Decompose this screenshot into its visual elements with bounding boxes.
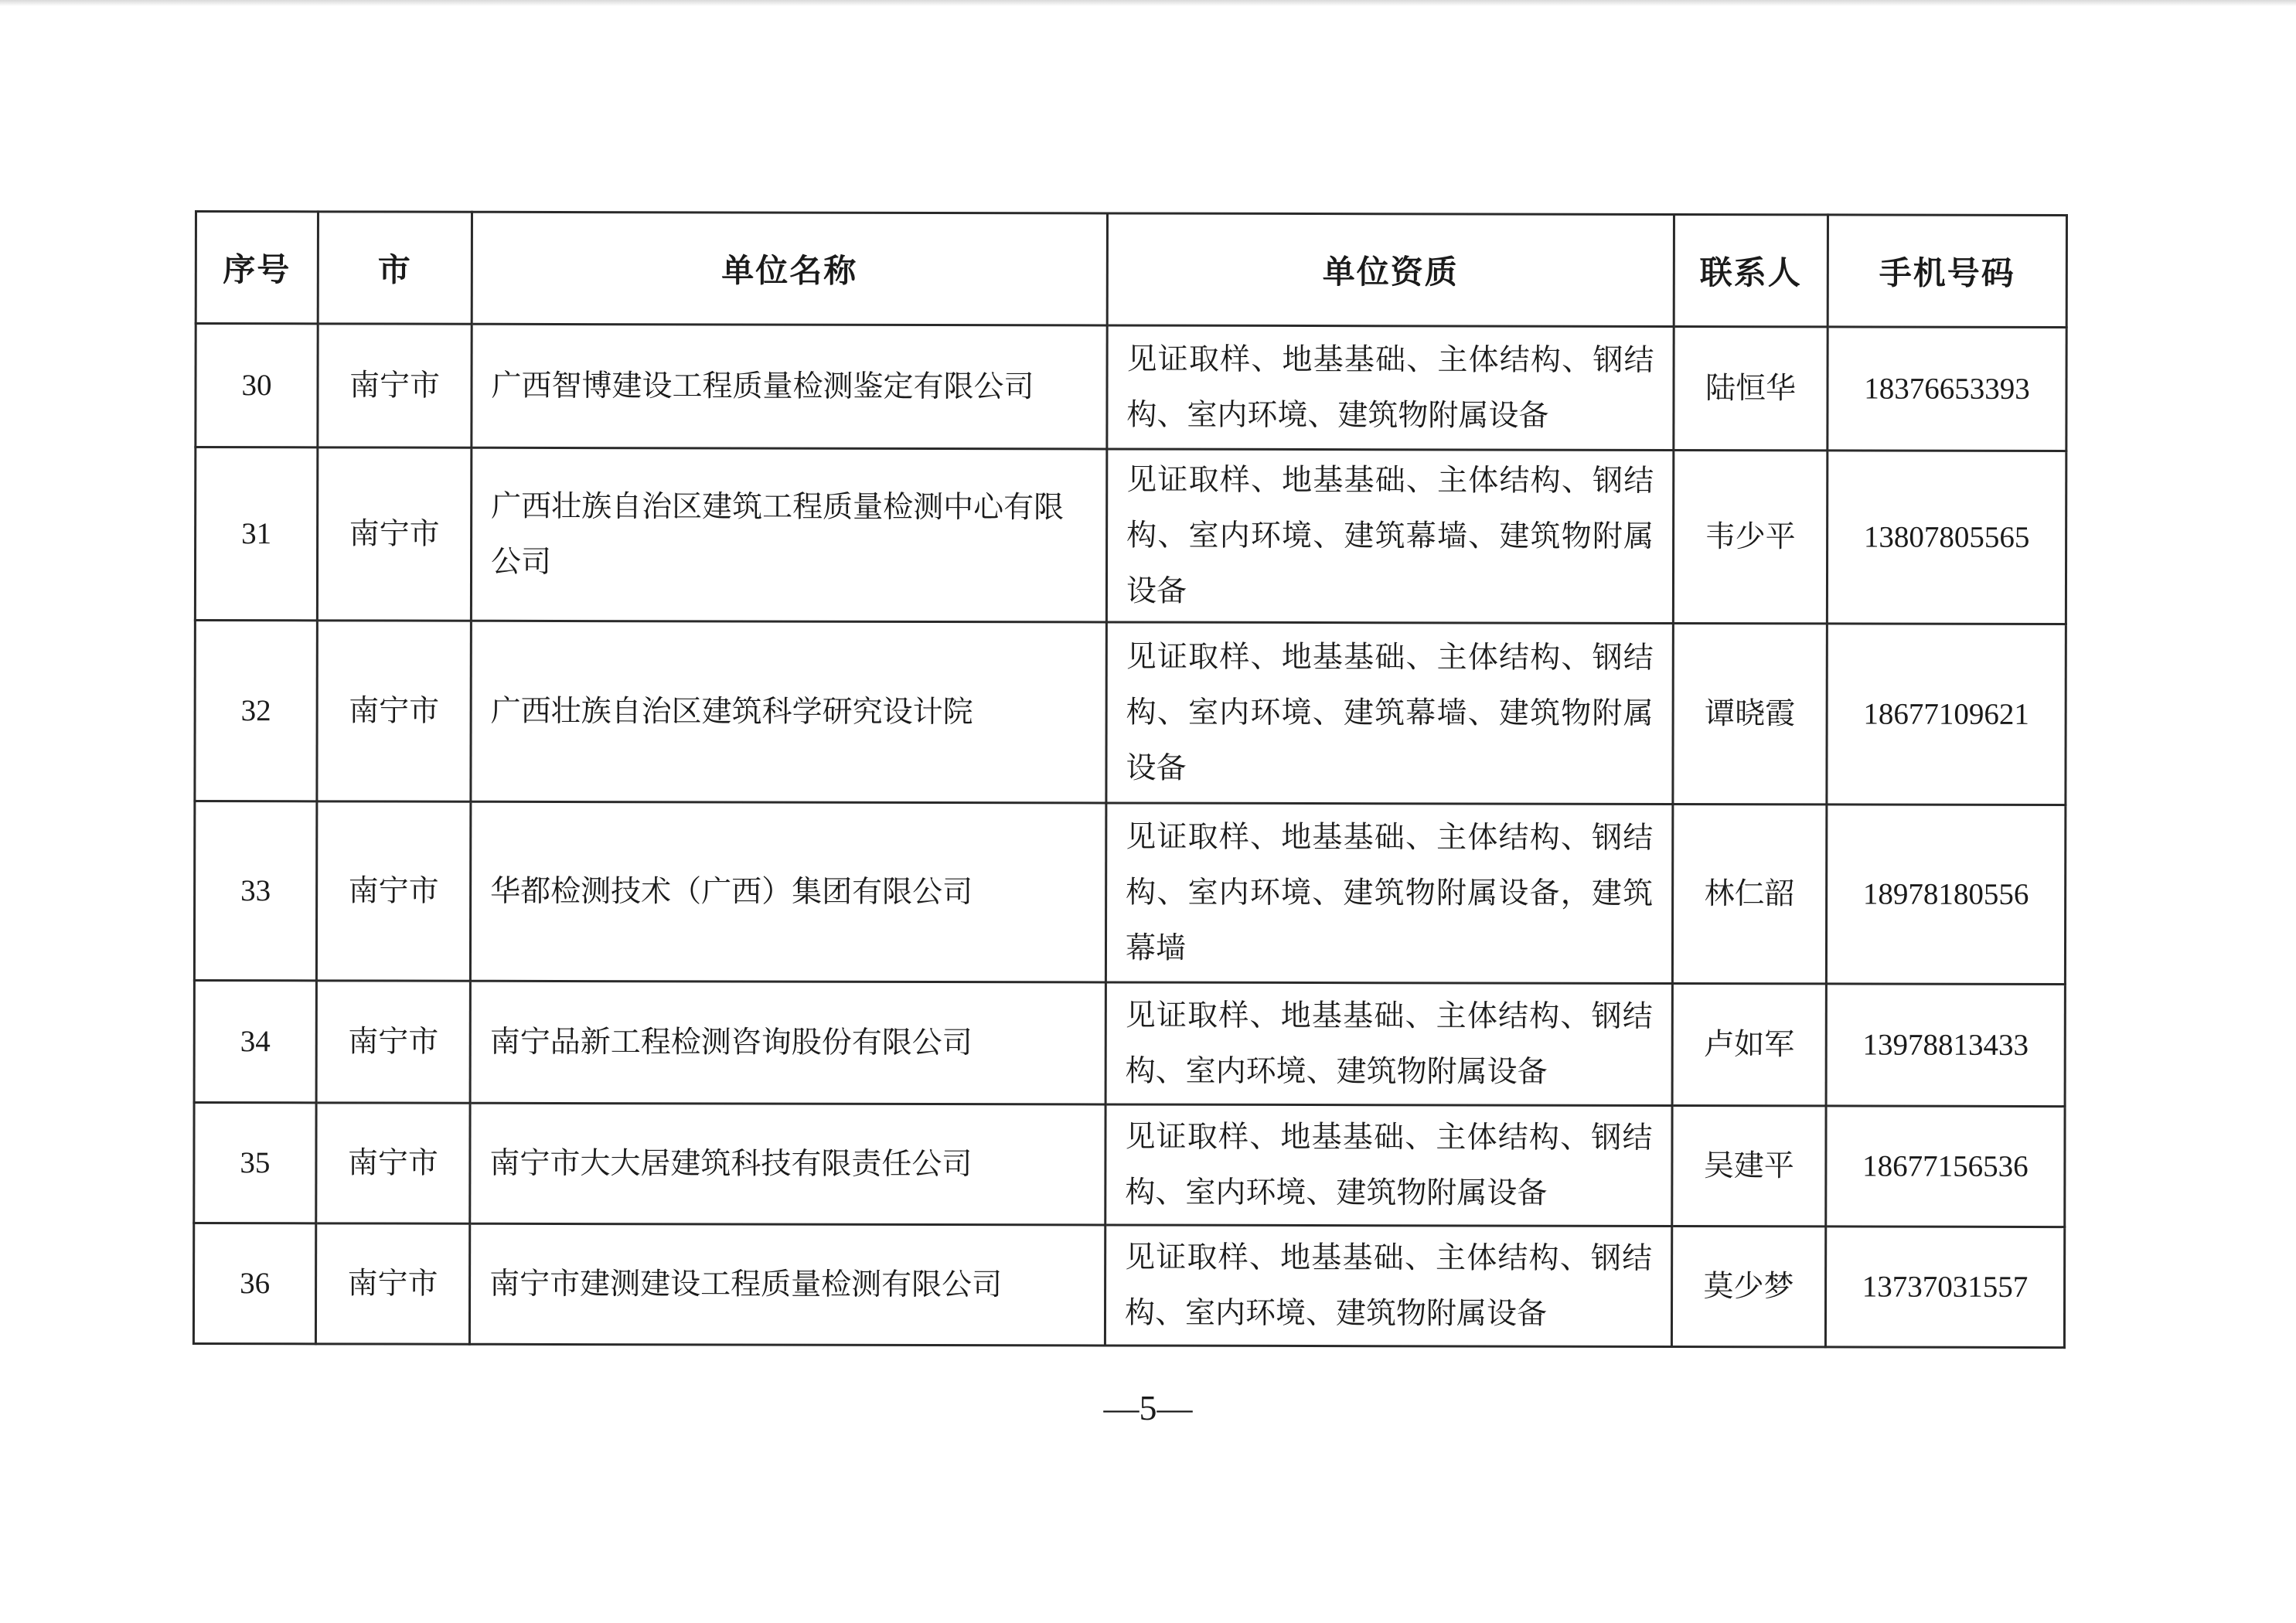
qualification-cell: 见证取样、地基基础、主体结构、钢结构、室内环境、建筑物附属设备，建筑幕墙: [1105, 803, 1672, 984]
table-row: [196, 324, 2066, 451]
qualification-cell: 见证取样、地基基础、主体结构、钢结构、室内环境、建筑物附属设备: [1105, 1225, 1671, 1347]
unit-name-cell: 广西壮族自治区建筑工程质量检测中心有限公司: [471, 447, 1106, 622]
contact-cell: 韦少平: [1673, 451, 1827, 624]
scan-edge-shadow: [0, 0, 2296, 6]
serial-number-cell: 35: [194, 1103, 316, 1223]
phone-cell: 18978180556: [1826, 805, 2065, 985]
contact-cell: 卢如军: [1672, 984, 1826, 1106]
table-row: [194, 1103, 2065, 1227]
contact-cell: 吴建平: [1672, 1106, 1826, 1227]
city-cell: 南宁市: [317, 447, 471, 621]
unit-name-cell: 广西智博建设工程质量检测鉴定有限公司: [472, 324, 1107, 449]
city-cell: 南宁市: [318, 324, 472, 447]
city-cell: 南宁市: [316, 801, 470, 981]
qualification-cell: 见证取样、地基基础、主体结构、钢结构、室内环境、建筑物附属设备: [1105, 1104, 1672, 1227]
city-cell: 南宁市: [316, 981, 470, 1103]
unit-name-cell: 南宁市大大居建筑科技有限责任公司: [470, 1103, 1105, 1225]
qualification-cell: 见证取样、地基基础、主体结构、钢结构、室内环境、建筑幕墙、建筑物附属设备: [1106, 622, 1673, 805]
serial-number-cell: 31: [195, 447, 317, 621]
serial-number-cell: 33: [194, 801, 316, 981]
table-row: [194, 801, 2065, 985]
unit-name-cell: 华都检测技术（广西）集团有限公司: [470, 801, 1105, 982]
city-cell: 南宁市: [316, 1103, 470, 1223]
serial-number-cell: 36: [193, 1223, 315, 1344]
city-cell: 南宁市: [315, 1223, 469, 1344]
page-number: —5—: [1103, 1388, 1193, 1427]
serial-number-cell: 30: [196, 324, 318, 447]
qualification-cell: 见证取样、地基基础、主体结构、钢结构、室内环境、建筑物附属设备: [1107, 325, 1674, 451]
contact-cell: 莫少梦: [1671, 1227, 1825, 1347]
phone-cell: 13807805565: [1827, 451, 2066, 624]
table-row: [193, 1223, 2064, 1348]
qualification-cell: 见证取样、地基基础、主体结构、钢结构、室内环境、建筑幕墙、建筑物附属设备: [1106, 449, 1673, 624]
unit-name-cell: 南宁品新工程检测咨询股份有限公司: [470, 981, 1105, 1104]
phone-cell: 13737031557: [1825, 1227, 2064, 1348]
table-row: [195, 621, 2066, 805]
header-city: 市: [318, 212, 472, 324]
header-unit-qualification: 单位资质: [1107, 213, 1674, 327]
header-contact-person: 联系人: [1674, 215, 1828, 327]
contact-cell: 陆恒华: [1674, 327, 1828, 451]
header-mobile-number: 手机号码: [1828, 215, 2066, 328]
serial-number-cell: 32: [195, 621, 317, 801]
phone-cell: 18677109621: [1827, 624, 2066, 805]
contact-cell: 谭晓霞: [1673, 624, 1827, 805]
table-header-row: [196, 212, 2066, 328]
unit-name-cell: 广西壮族自治区建筑科学研究设计院: [471, 621, 1106, 803]
unit-name-cell: 南宁市建测建设工程质量检测有限公司: [469, 1223, 1105, 1346]
header-serial-number: 序号: [196, 212, 318, 324]
header-unit-name: 单位名称: [472, 212, 1107, 325]
phone-cell: 18376653393: [1828, 327, 2066, 451]
serial-number-cell: 34: [194, 981, 316, 1103]
contact-cell: 林仁韶: [1672, 805, 1826, 984]
table-row: [195, 447, 2066, 624]
table-row: [194, 981, 2065, 1107]
phone-cell: 13978813433: [1826, 984, 2065, 1107]
city-cell: 南宁市: [317, 621, 471, 801]
testing-agency-table: [192, 210, 2068, 1349]
phone-cell: 18677156536: [1826, 1106, 2065, 1227]
qualification-cell: 见证取样、地基基础、主体结构、钢结构、室内环境、建筑物附属设备: [1105, 982, 1672, 1106]
